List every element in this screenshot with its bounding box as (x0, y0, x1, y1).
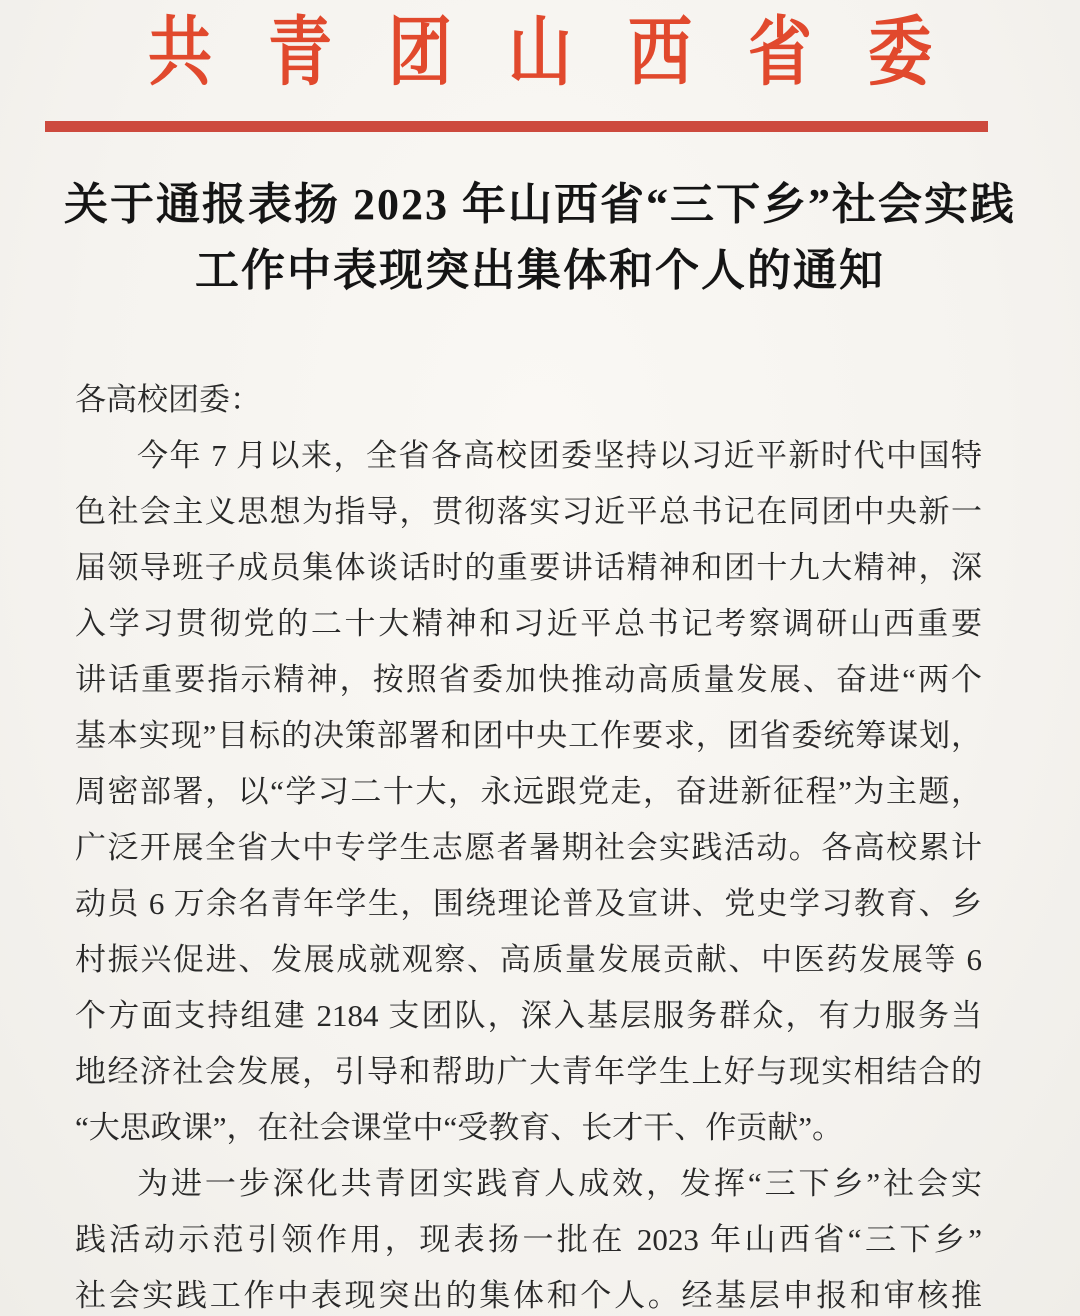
document-title (0, 172, 1080, 304)
body-line: 为进一步深化共青团实践育人成效，发挥“三下乡”社会实 (137, 1166, 982, 1201)
body-line: 广泛开展全省大中专学生志愿者暑期社会实践活动。各高校累计 (75, 830, 982, 865)
salutation: 各高校团委： (75, 382, 261, 417)
body-line: 周密部署，以“学习二十大，永远跟党走，奋进新征程”为主题， (75, 774, 982, 809)
body-line: 入学习贯彻党的二十大精神和习近平总书记考察调研山西重要 (75, 606, 982, 641)
body-line: 届领导班子成员集体谈话时的重要讲话精神和团十九大精神，深 (75, 550, 982, 585)
body-line: “大思政课”，在社会课堂中“受教育、长才干、作贡献”。 (75, 1110, 844, 1145)
body-line: 个方面支持组建 2184 支团队，深入基层服务群众，有力服务当 (75, 998, 982, 1033)
document-title-line2: 工作中表现突出集体和个人的通知 (195, 246, 885, 295)
body-line: 村振兴促进、发展成就观察、高质量发展贡献、中医药发展等 6 (75, 942, 982, 977)
body-line: 基本实现”目标的决策部署和团中央工作要求，团省委统筹谋划， (75, 718, 982, 753)
body-line: 动员 6 万余名青年学生，围绕理论普及宣讲、党史学习教育、乡 (75, 886, 982, 921)
org-header (0, 7, 1080, 99)
body-line: 践活动示范引领作用，现表扬一批在 2023 年山西省“三下乡” (75, 1222, 982, 1257)
body-line: 地经济社会发展，引导和帮助广大青年学生上好与现实相结合的 (75, 1054, 982, 1089)
document-body (75, 372, 982, 1316)
document-title-line1: 关于通报表扬 2023 年山西省“三下乡”社会实践 (64, 180, 1016, 229)
org-name: 共青团山西省委 (148, 10, 988, 95)
body-line: 社会实践工作中表现突出的集体和个人。经基层申报和审核推 (75, 1278, 982, 1313)
body-line: 色社会主义思想为指导，贯彻落实习近平总书记在同团中央新一 (75, 494, 982, 529)
red-divider-line (45, 121, 988, 132)
body-line: 今年 7 月以来，全省各高校团委坚持以习近平新时代中国特 (137, 438, 982, 473)
body-line: 讲话重要指示精神，按照省委加快推动高质量发展、奋进“两个 (75, 662, 982, 697)
